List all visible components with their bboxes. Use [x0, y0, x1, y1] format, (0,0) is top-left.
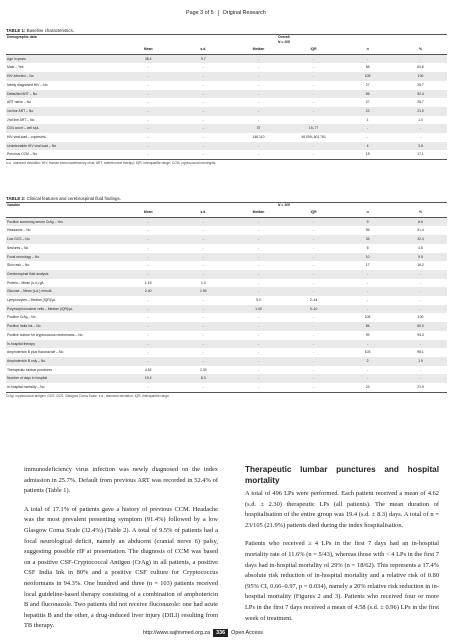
table-cell: 99 [365, 332, 370, 337]
table-cell: - [341, 287, 394, 296]
table-cell: - [313, 280, 315, 285]
table-row [6, 150, 447, 159]
left-column [24, 465, 218, 640]
row-label: ART naïve – No [7, 100, 31, 105]
table-cell: - [313, 117, 315, 122]
column-header: Median [231, 45, 286, 54]
table-cell: 98.1 [417, 350, 424, 355]
table-cell: - [394, 54, 447, 63]
table-cell: - [231, 217, 286, 226]
table-cell: 17.1 [417, 152, 424, 157]
table-cell: 1.9 [394, 357, 447, 366]
table-row [6, 296, 447, 305]
table-row [6, 63, 447, 72]
table-cell: 5 [366, 245, 369, 250]
table-row [6, 331, 447, 340]
table-2-caption: TABLE 2: Clinical features and cerebrospinal fluid findings. [6, 196, 121, 201]
table-cell: - [176, 107, 231, 116]
table-cell: 22 [341, 107, 394, 116]
row-label: 2nd line ART – No [7, 117, 35, 122]
row-label: Number of days in hospital [6, 374, 121, 383]
row-label: Male – Yes [7, 65, 24, 70]
table-cell: - [419, 298, 422, 303]
table-row [6, 305, 447, 314]
table-cell: - [286, 90, 341, 99]
table-cell: 100 [417, 315, 424, 320]
table-cell: - [286, 253, 341, 262]
table-cell: - [286, 357, 341, 366]
table-2 [6, 196, 447, 398]
table-cell: - [313, 152, 315, 157]
table-cell: - [202, 350, 204, 355]
table-1-grid [6, 34, 447, 159]
column-header: % [394, 45, 447, 54]
table-row [6, 81, 447, 90]
table-cell: 91.4 [417, 228, 424, 233]
table-cell: - [147, 350, 149, 355]
table-cell: 103 [364, 350, 371, 355]
table-1-group: Overall [121, 35, 447, 41]
table-row [6, 226, 447, 235]
table-cell: - [257, 315, 260, 320]
table-cell: - [202, 298, 204, 303]
row-label: Amphotericin B only – No [6, 357, 121, 366]
table-cell: - [257, 385, 260, 390]
table-cell: - [341, 270, 394, 279]
table-cell: - [286, 374, 341, 383]
column-header: Mean [121, 45, 176, 54]
table-cell: 10 [341, 253, 394, 262]
table-cell: - [202, 135, 204, 140]
column-header: Median [231, 208, 286, 217]
table-cell: - [231, 235, 286, 244]
body-text [24, 465, 439, 640]
table-cell: - [176, 270, 231, 279]
row-label: Newly diagnosed HIV – No [7, 82, 48, 87]
table-cell: - [147, 65, 149, 70]
table-cell: - [202, 82, 204, 87]
table-row [6, 279, 447, 288]
table-cell: 23 [365, 385, 370, 390]
table-cell: - [257, 65, 260, 70]
table-2-grid [6, 202, 447, 392]
table-1-footnote: s.d., standard deviation; HIV, human immunodeficiency virus; ART, antiretroviral therapy; IQR, interquartile range; CCM, cryptococcal meningitis. [6, 159, 447, 165]
table-cell: 96 [365, 228, 370, 233]
table-cell: - [176, 357, 231, 366]
row-label: Age in years [6, 54, 121, 63]
table-cell: - [231, 54, 286, 63]
row-label: Positive screening serum CrAg – Yes [6, 217, 121, 226]
row-label: HIV infected – No [6, 72, 121, 81]
column-header: s.d. [176, 208, 231, 217]
table-cell: - [202, 117, 204, 122]
table-cell: - [121, 322, 176, 331]
paragraph: A total of 17.1% of patients gave a history of previous CCM. Headache was the most prevalent presenting symptom (91.4%) followed by a low Glasgow Coma Scale (32.4%) (Table 2). A total of 9.5% of patients had a focal neurological deficit, namely an abducent (cranial nerve 6) palsy, suggesting possible rIP at presentation. The diagnosis of CCM was based on a positive CSF-Cryptococcal Antigen (CrAg) in all patients, a positive CSF India Ink in 80% and a positive CSF culture for Cryptococcus neoformans in 94.3%. One hundred and three (n = 103) patients received local guideline-based therapy consisting of a combination of amphotericin B and fluconazole. Two patients did not receive fluconazole: one had acute hepatitis B and the other, a drug-induced liver injury (DILI) resulting from TB therapy. [24, 505, 218, 630]
table-cell: - [121, 305, 176, 314]
table-cell: - [257, 117, 260, 122]
table-cell: - [419, 280, 422, 285]
row-label: Protein – Mean (s.d.) g/L [7, 280, 45, 285]
table-cell: - [121, 107, 176, 116]
table-cell: - [121, 270, 176, 279]
table-cell: 64.8 [417, 65, 424, 70]
column-header-blank [6, 208, 121, 217]
table-cell: - [202, 315, 204, 320]
table-cell: 2 [341, 357, 394, 366]
column-header: % [394, 208, 447, 217]
table-cell: 1.00 [231, 305, 286, 314]
table-row [6, 98, 447, 107]
table-cell: - [176, 124, 231, 133]
table-cell: 100 [394, 72, 447, 81]
table-cell: 4 [341, 142, 394, 151]
table-cell: - [341, 54, 394, 63]
table-cell: - [257, 332, 260, 337]
table-cell: - [286, 107, 341, 116]
table-1-group-n: N = 105 [277, 40, 290, 44]
table-cell: - [231, 270, 286, 279]
table-cell: - [147, 315, 149, 320]
table-cell: - [286, 340, 341, 349]
table-cell: 8.6 [394, 217, 447, 226]
table-cell: - [231, 340, 286, 349]
table-cell: - [202, 228, 204, 233]
row-label: In-hospital therapy [6, 340, 121, 349]
table-cell: - [147, 332, 149, 337]
table-cell: 4.8 [418, 245, 423, 250]
table-cell: - [286, 142, 341, 151]
row-label: Glucose – Mean (s.d.) mmol/L [6, 287, 121, 296]
table-row [6, 235, 447, 244]
table-cell: 38.4 [121, 54, 176, 63]
table-row [6, 54, 447, 63]
table-cell: - [286, 72, 341, 81]
table-cell: - [394, 124, 447, 133]
table-cell: 19.4 [121, 374, 176, 383]
table-cell: - [147, 245, 149, 250]
column-header: IQR [286, 45, 341, 54]
table-cell: 25.7 [417, 82, 424, 87]
table-row [6, 357, 447, 366]
row-label: Seizures – No [7, 245, 29, 250]
table-row [6, 287, 447, 296]
table-row [6, 133, 447, 142]
table-row [6, 244, 447, 253]
table-cell: - [231, 72, 286, 81]
paragraph: A total of 496 LPs were performed. Each patient received a mean of 4.62 (s.d. ± 2.30) therapeutic LPs (all patients). The mean duration of hospitalisation of the entire group was 19.4 (s.d. ± 8.3) days. A total of n = 23/105 (21.9%) patients died during the index hospitalisation. [245, 490, 439, 529]
table-cell: 16.2 [417, 263, 424, 268]
row-label: Defaulted ART – No [6, 90, 121, 99]
table-cell: - [313, 82, 315, 87]
table-cell: 27 [365, 82, 370, 87]
right-column [245, 465, 439, 640]
table-cell: 84 [341, 322, 394, 331]
row-label: HIV viral load – copies/mL [7, 135, 47, 140]
table-cell: - [231, 253, 286, 262]
paragraph: Patients who received ≥ 4 LPs in the first 7 days had an in-hospital mortality rate of 11.6% (n = 5/43), whereas those with < 4 LPs in the first 7 days had in-hospital mortality of 29% (n = 18/62). This represents a 17.4% absolute risk reduction of in-hospital mortality and a relative risk of 0.80 (95% CI, 0.66–0.97, p = 0.034), namely a 20% relative risk reduction in in-hospital mortality (Figures 2 and 3). Patients who received four or more LPs in the first 7 days received a mean of 4.58 (s.d. ± 0.96) LPs in the first week of treatment. [245, 540, 439, 622]
table-2-footnote: CrAg, cryptococcal antigen; GCS, GCS, Glasgow Coma Scale; s.d., standard deviation; IQR, interquartile range. [6, 392, 447, 398]
table-cell: - [231, 357, 286, 366]
table-row [6, 313, 447, 322]
table-cell: - [231, 322, 286, 331]
table-cell: 68 [365, 65, 370, 70]
table-cell: - [341, 374, 394, 383]
table-cell: 52.4 [394, 90, 447, 99]
table-cell: 9.5 [394, 253, 447, 262]
journal-url[interactable]: http://www.sajhivmed.org.za [143, 630, 211, 636]
row-label: Polymorphonuclear cells – Median (IQR)/µL [6, 305, 121, 314]
table-cell: - [176, 322, 231, 331]
table-cell: - [313, 245, 315, 250]
table-cell: - [202, 385, 204, 390]
table-cell: 21.9 [417, 385, 424, 390]
table-cell: - [313, 332, 315, 337]
table-cell: - [202, 245, 204, 250]
table-cell: - [394, 340, 447, 349]
table-cell: 17 [365, 263, 370, 268]
row-label: Undetectable HIV viral load – No [6, 142, 121, 151]
table-row [6, 217, 447, 226]
table-cell: 37 [231, 124, 286, 133]
table-cell: - [394, 374, 447, 383]
table-cell: 105 [364, 315, 371, 320]
table-cell: - [176, 235, 231, 244]
table-cell: - [313, 315, 315, 320]
table-cell: - [286, 235, 341, 244]
row-label: In-hospital mortality – No [7, 385, 45, 390]
row-label: Positive India ink – No [6, 322, 121, 331]
table-1-caption: TABLE 1: Baseline characteristics. [6, 28, 74, 33]
section-label: Original Research [222, 9, 266, 16]
row-label: Headache – No [7, 228, 31, 233]
table-row [6, 124, 447, 133]
table-cell: - [257, 263, 260, 268]
table-cell: - [121, 357, 176, 366]
table-cell: 4.62 [144, 367, 152, 372]
table-cell: - [231, 107, 286, 116]
table-cell: - [286, 217, 341, 226]
table-cell: - [121, 142, 176, 151]
table-cell: - [257, 82, 260, 87]
table-cell: - [147, 117, 149, 122]
table-cell: 146 110 [252, 135, 265, 140]
table-cell: - [121, 340, 176, 349]
table-row [6, 366, 447, 375]
table-cell: - [202, 263, 204, 268]
table-row [6, 383, 447, 392]
table-cell: - [176, 72, 231, 81]
table-cell: 1.0 [200, 280, 206, 285]
table-2-corner: Variable [6, 203, 121, 209]
row-label: Therapeutic lumbar punctures [7, 367, 53, 372]
table-cell: - [257, 350, 260, 355]
column-header: IQR [286, 208, 341, 217]
row-label: Low GCS – No [6, 235, 121, 244]
table-cell: - [313, 367, 315, 372]
column-header: s.d. [176, 45, 231, 54]
row-label: Previous CCM – No [7, 152, 37, 157]
table-row [6, 72, 447, 81]
table-cell: 1.50 [176, 287, 231, 296]
table-cell: - [257, 100, 260, 105]
table-cell: - [313, 228, 315, 233]
footer-page-number: 336 [213, 629, 228, 637]
table-cell: - [176, 142, 231, 151]
table-cell: - [147, 82, 149, 87]
table-cell: 25.7 [417, 100, 424, 105]
table-cell: 55 [341, 90, 394, 99]
table-cell: - [313, 350, 315, 355]
table-cell: 2–44 [309, 298, 318, 303]
row-label: Skin rash – No [7, 263, 30, 268]
table-cell: 9.7 [176, 54, 231, 63]
table-cell: - [147, 100, 149, 105]
table-row [6, 374, 447, 383]
table-cell: - [257, 367, 260, 372]
table-cell: - [121, 235, 176, 244]
table-row [6, 253, 447, 262]
table-row [6, 322, 447, 331]
table-cell: - [202, 152, 204, 157]
table-row [6, 261, 447, 270]
table-cell: - [286, 54, 341, 63]
row-label: Lymphocytes – Median (IQR)/µL [7, 298, 56, 303]
table-cell: 80.0 [394, 322, 447, 331]
table-cell: 21.0 [394, 107, 447, 116]
row-label: Cerebrospinal fluid analysis [6, 270, 121, 279]
table-cell: 27 [365, 100, 370, 105]
table-cell: - [341, 340, 394, 349]
table-cell: - [257, 245, 260, 250]
table-row [6, 348, 447, 357]
table-cell: - [313, 65, 315, 70]
table-cell: - [231, 374, 286, 383]
table-cell: - [147, 135, 149, 140]
table-cell: - [176, 90, 231, 99]
table-cell: - [202, 332, 204, 337]
table-cell: - [367, 280, 369, 285]
table-cell: - [419, 367, 422, 372]
table-cell: 94.3 [417, 332, 424, 337]
table-cell: 18 [365, 152, 370, 157]
table-cell: 1.0 [418, 117, 423, 122]
table-cell: - [341, 124, 394, 133]
table-cell: - [286, 322, 341, 331]
table-cell: - [147, 228, 149, 233]
table-cell: - [231, 287, 286, 296]
table-cell: - [341, 305, 394, 314]
table-1 [6, 28, 447, 165]
table-cell: 9.0 [256, 298, 261, 303]
table-cell: - [121, 72, 176, 81]
paragraph: immunodeficiency virus infection was newly diagnosed on the index admission in 25.7%. Default from previous ART was recorded in 52.4% of patients (Table 1). [24, 466, 218, 495]
table-cell: 34 [341, 235, 394, 244]
table-row [6, 270, 447, 279]
table-cell: 0–10 [286, 305, 341, 314]
table-cell: 32.4 [394, 235, 447, 244]
table-cell: 46 099–501 761 [301, 135, 326, 140]
table-cell: 2.30 [200, 367, 207, 372]
column-header: n [341, 45, 394, 54]
column-header: n [341, 208, 394, 217]
table-cell: - [147, 385, 149, 390]
table-cell: - [313, 100, 315, 105]
table-cell: - [176, 305, 231, 314]
table-cell: 9 [341, 217, 394, 226]
table-row [6, 340, 447, 349]
table-cell: - [147, 152, 149, 157]
table-cell: - [367, 135, 369, 140]
table-row [6, 90, 447, 99]
row-label: Amphotericin B plus fluconazole – No [7, 350, 64, 355]
table-cell: 8.3 [176, 374, 231, 383]
table-cell: - [257, 152, 260, 157]
table-1-corner: Demographic data [6, 35, 121, 41]
table-cell: - [121, 253, 176, 262]
open-access-label: Open Access [231, 630, 263, 636]
table-cell: - [313, 385, 315, 390]
table-cell: - [121, 124, 176, 133]
table-row [6, 142, 447, 151]
row-label: CD4 count – cell s/µL [6, 124, 121, 133]
table-cell: - [286, 287, 341, 296]
row-label: 1st line ART – No [6, 107, 121, 116]
row-label: Positive culture for cryptococcus neoformans – No [7, 332, 83, 337]
table-cell: - [231, 90, 286, 99]
table-cell: - [121, 90, 176, 99]
table-cell: - [286, 270, 341, 279]
page-header [186, 8, 266, 17]
table-cell: - [367, 298, 369, 303]
table-cell: 2.40 [121, 287, 176, 296]
table-cell: - [394, 287, 447, 296]
table-cell: - [394, 270, 447, 279]
section-heading: Therapeutic lumbar punctures and hospital mortality [245, 465, 439, 485]
table-cell: 19–77 [286, 124, 341, 133]
table-cell: - [257, 228, 260, 233]
column-header: Mean [121, 208, 176, 217]
table-cell: - [367, 367, 369, 372]
page-footer [143, 629, 263, 637]
table-cell: - [231, 142, 286, 151]
table-cell: - [394, 305, 447, 314]
table-cell: 105 [341, 72, 394, 81]
table-cell: - [147, 298, 149, 303]
table-cell: - [202, 100, 204, 105]
table-cell: 1.15 [144, 280, 152, 285]
table-cell: - [257, 280, 260, 285]
table-cell: - [419, 135, 422, 140]
table-cell: 3.8 [394, 142, 447, 151]
table-cell: - [147, 263, 149, 268]
table-cell: - [121, 217, 176, 226]
row-label: Positive CrAg – No [7, 315, 36, 320]
row-label: Focal neurology – No [6, 253, 121, 262]
table-cell: - [202, 65, 204, 70]
table-row [6, 107, 447, 116]
table-cell: - [176, 340, 231, 349]
column-header-blank [6, 45, 121, 54]
table-cell: - [313, 263, 315, 268]
page-number-label: Page 3 of 5 [186, 10, 219, 16]
table-2-group-n: N = 105 [121, 203, 447, 209]
table-cell: 1 [366, 117, 369, 122]
table-cell: - [176, 253, 231, 262]
table-row [6, 116, 447, 125]
table-cell: - [176, 217, 231, 226]
